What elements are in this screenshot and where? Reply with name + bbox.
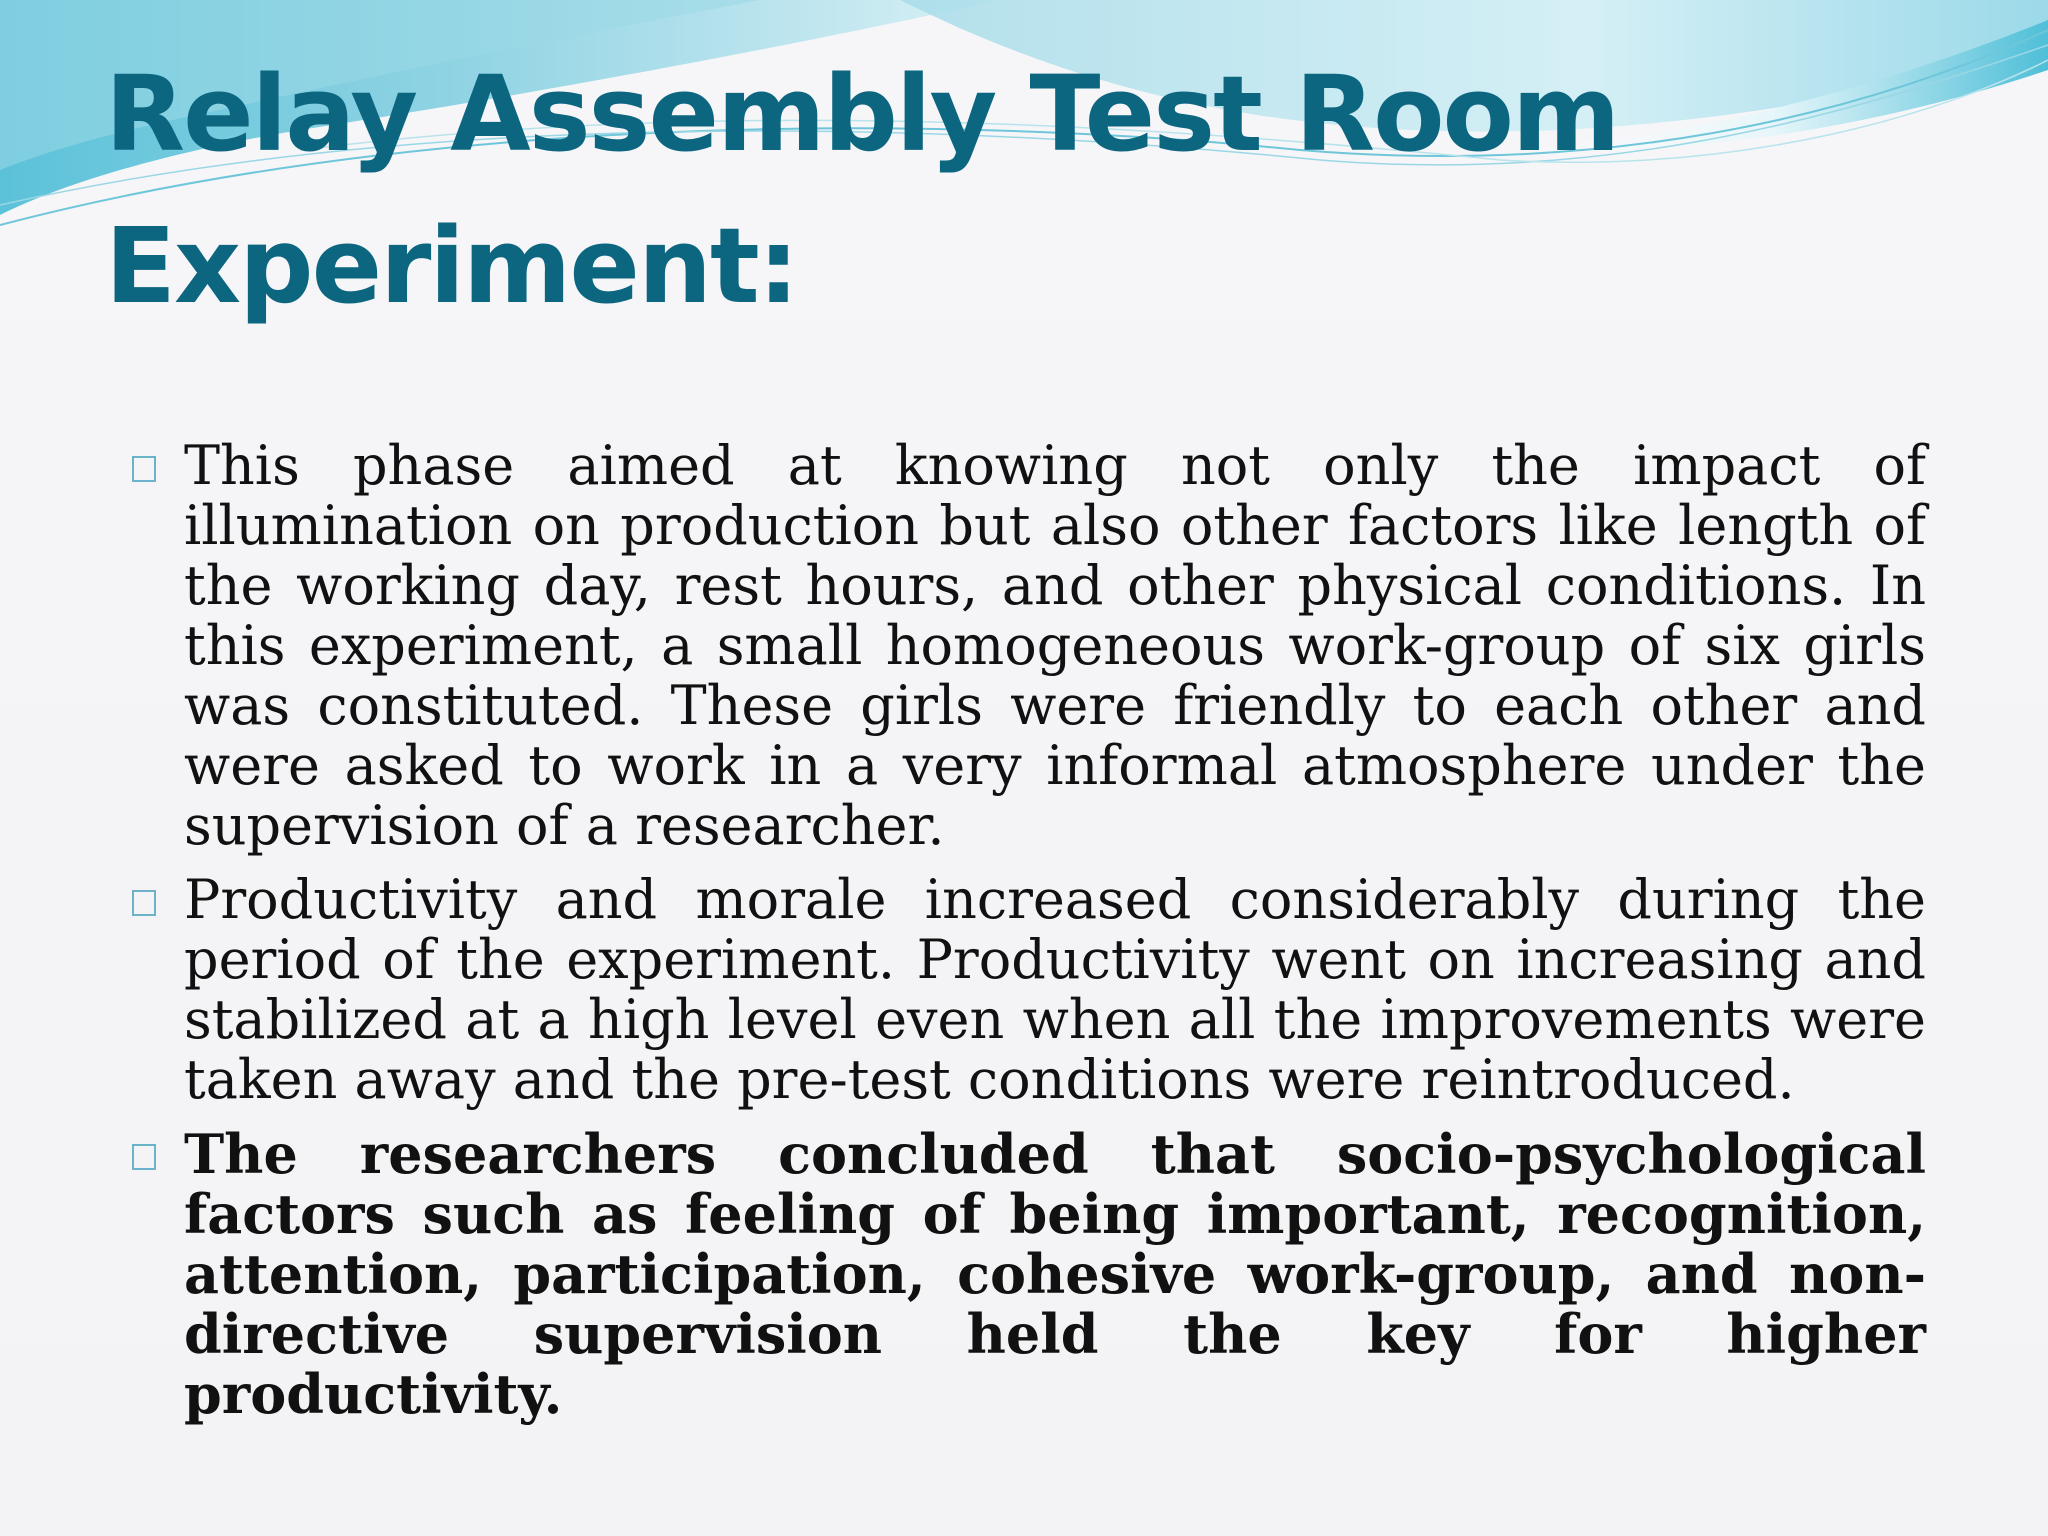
bullet-item — [128, 436, 1926, 856]
bullet-text: The researchers concluded that socio-psychological factors such as feeling of being important, recognition, attention, participation, cohesive work-group, and non-directive supervision held the key for higher productivity. — [184, 1122, 1926, 1426]
bullet-item — [128, 870, 1926, 1110]
slide-title — [105, 38, 1805, 342]
bullet-list — [128, 436, 1926, 1438]
hollow-square-bullet-icon — [128, 1124, 184, 1184]
hollow-square-bullet-icon — [128, 870, 184, 930]
slide-title-line-1: Relay Assembly Test Room — [105, 53, 1619, 175]
bullet-text: This phase aimed at knowing not only the impact of illumination on production but also other factors like length of the working day, rest hours, and other physical conditions. In this experiment, a small homogeneous work-group of six girls was constituted. These girls were friendly to each other and were asked to work in a very informal atmosphere under the supervision of a researcher. — [184, 434, 1926, 857]
bullet-item-conclusion — [128, 1124, 1926, 1424]
slide-title-line-2: Experiment: — [105, 205, 798, 327]
hollow-square-bullet-icon — [128, 436, 184, 496]
bullet-text: Productivity and morale increased considerably during the period of the experiment. Productivity went on increasing and stabilized at a high level even when all the improvements were taken away and the pre-test conditions were reintroduced. — [184, 868, 1926, 1111]
